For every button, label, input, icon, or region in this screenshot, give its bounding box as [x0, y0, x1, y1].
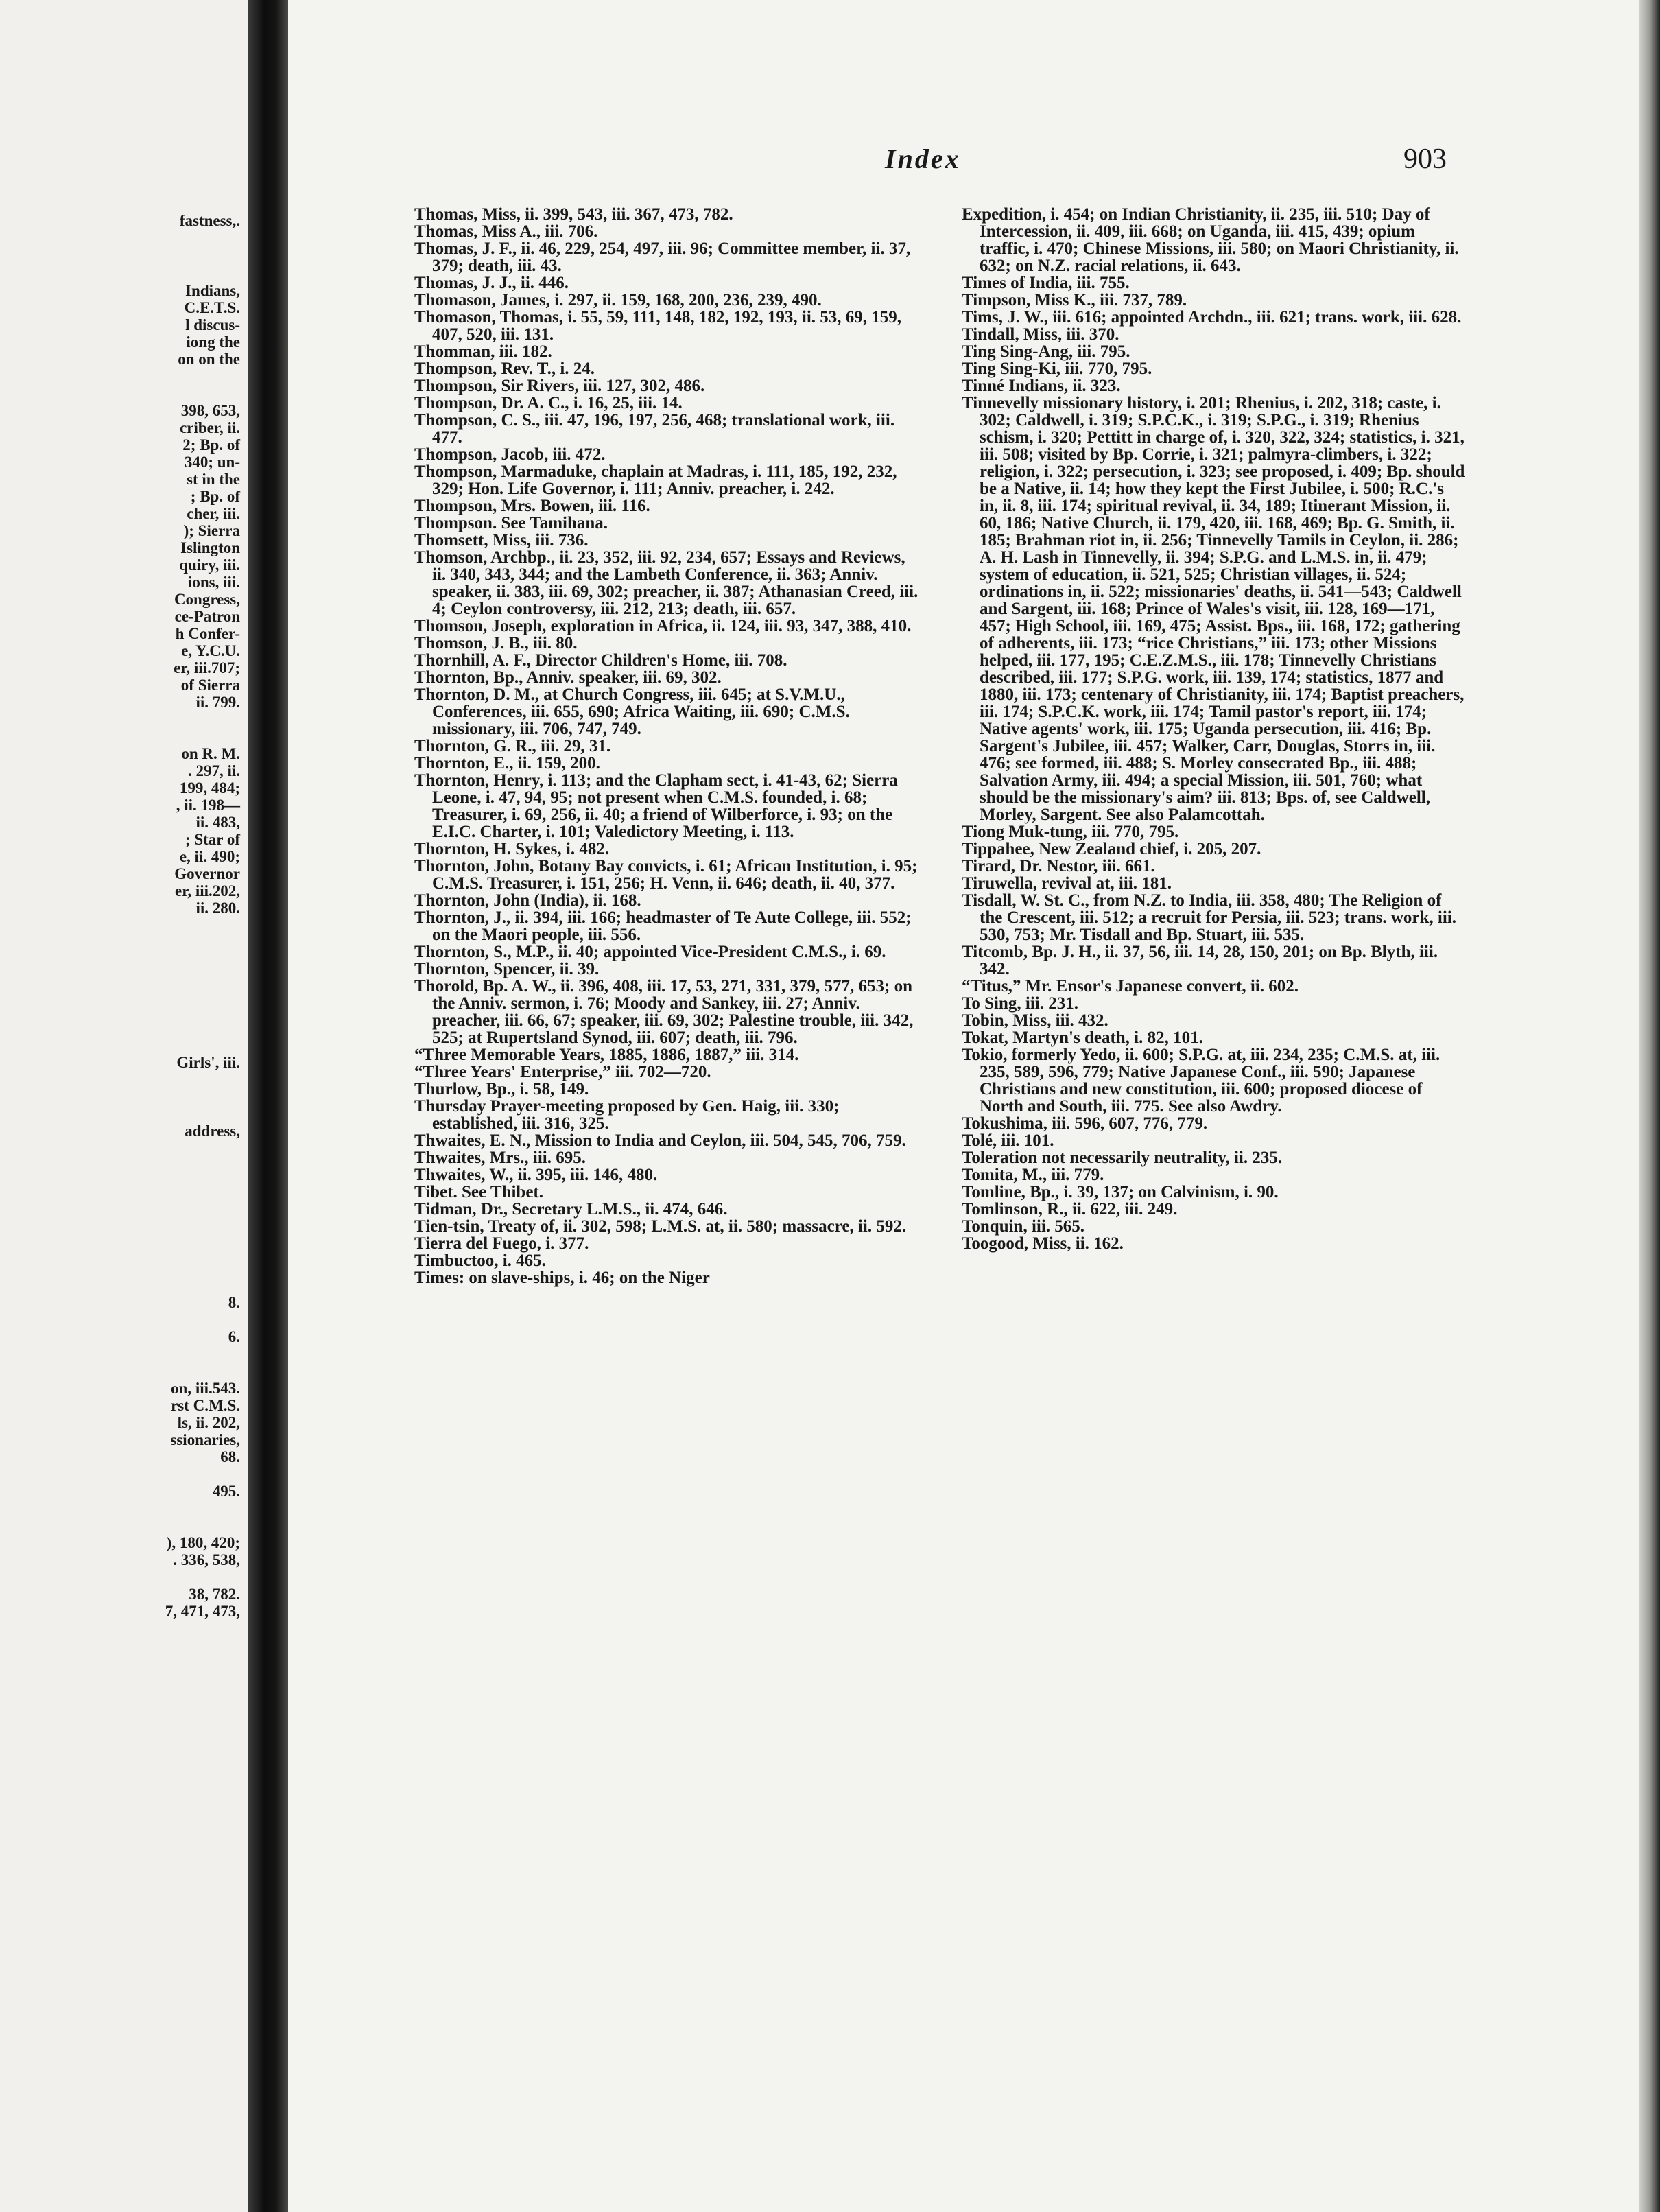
index-entry: Thompson, Mrs. Bowen, iii. 116. [414, 497, 650, 515]
facing-page-fragment: 2; Bp. of [182, 436, 240, 454]
facing-page-fragment: on on the [178, 351, 240, 368]
facing-page-fragment: rst C.M.S. [171, 1397, 240, 1414]
facing-page-fragment: quiry, iii. [179, 556, 240, 574]
index-entry: Tomline, Bp., i. 39, 137; on Calvinism, i. 90. [962, 1183, 1279, 1201]
index-entry: Times of India, iii. 755. [962, 274, 1130, 292]
index-entry: Tien-tsin, Treaty of, ii. 302, 598; L.M.S. at, ii. 580; massacre, ii. 592. [414, 1217, 907, 1236]
index-entry: Thornton, J., ii. 394, iii. 166; headmaster of Te Aute College, iii. 552; on the Maori people, iii. 556. [414, 908, 912, 944]
page-header-title: Index [885, 143, 961, 174]
index-entry: Titcomb, Bp. J. H., ii. 37, 56, iii. 14, 28, 150, 201; on Bp. Blyth, iii. 342. [962, 943, 1438, 978]
index-entry: Thornton, G. R., iii. 29, 31. [414, 737, 611, 755]
facing-page-fragment: st in the [187, 471, 240, 488]
index-entry: Ting Sing-Ki, iii. 770, 795. [962, 360, 1152, 378]
index-entry: Thompson, Sir Rivers, iii. 127, 302, 486. [414, 377, 705, 395]
index-entry: Tisdall, W. St. C., from N.Z. to India, iii. 358, 480; The Religion of the Crescent, iii. 512; a recruit for Persia, iii. 523; trans. work, iii. 530, 753; Mr. Tisdall and Bp. Stuart, iii. 535. [962, 891, 1457, 944]
facing-page-fragment: Islington [180, 539, 240, 556]
index-entry: Thornton, Spencer, ii. 39. [414, 960, 600, 978]
facing-page-fragment: ls, ii. 202, [177, 1414, 240, 1431]
index-entry: Toleration not necessarily neutrality, ii. 235. [962, 1149, 1283, 1167]
facing-page-fragment: criber, ii. [180, 419, 240, 436]
index-entry: Timpson, Miss K., iii. 737, 789. [962, 291, 1187, 309]
page-number: 903 [1403, 143, 1447, 175]
index-entry: Thomman, iii. 182. [414, 342, 552, 361]
index-entry: Thomas, J. F., ii. 46, 229, 254, 497, iii. 96; Committee member, ii. 37, 379; death, iii. 43. [414, 239, 911, 275]
index-entry: Tims, J. W., iii. 616; appointed Archdn., iii. 621; trans. work, iii. 628. [962, 308, 1462, 327]
facing-page-fragment: 495. [212, 1483, 240, 1500]
index-entry: Tokat, Martyn's death, i. 82, 101. [962, 1028, 1203, 1047]
index-column-right [962, 206, 1465, 1252]
facing-page-fragment: . 336, 538, [173, 1551, 240, 1568]
index-entry: Timbuctoo, i. 465. [414, 1251, 546, 1270]
index-entry: Thomas, Miss, ii. 399, 543, iii. 367, 473, 782. [414, 205, 733, 224]
index-entry: Thornton, E., ii. 159, 200. [414, 754, 600, 773]
facing-page-fragment: ssionaries, [170, 1431, 240, 1448]
facing-page-fragment: C.E.T.S. [184, 299, 240, 316]
facing-page-fragment: 199, 484; [179, 779, 240, 797]
index-column-left [414, 206, 922, 1286]
facing-page-fragment: l discus- [185, 316, 240, 333]
facing-page-fragment: . 297, ii. [187, 762, 240, 779]
facing-page-fragment: ; Bp. of [190, 488, 240, 505]
index-entry: Thornton, H. Sykes, i. 482. [414, 840, 610, 858]
index-entry: “Three Memorable Years, 1885, 1886, 1887,” iii. 314. [414, 1046, 799, 1064]
facing-page-fragment: ce-Patron [174, 608, 240, 625]
facing-page-fragment: fastness,. [179, 212, 240, 229]
index-entry: Tidman, Dr., Secretary L.M.S., ii. 474, 646. [414, 1200, 728, 1219]
index-entry: Thompson, Jacob, iii. 472. [414, 445, 606, 464]
facing-page-fragment: 7, 471, 473, [165, 1603, 240, 1620]
facing-page-fragment: ; Star of [185, 831, 240, 848]
index-entry: Thompson, Marmaduke, chaplain at Madras, i. 111, 185, 192, 232, 329; Hon. Life Governor, i. 111; Anniv. preacher, i. 242. [414, 462, 897, 498]
facing-page-fragment: , ii. 198— [176, 797, 240, 814]
index-entry: Thomson, Archbp., ii. 23, 352, iii. 92, 234, 657; Essays and Reviews, ii. 340, 343, 344; and the Lambeth Conference, ii. 363; Anniv. speaker, ii. 383, iii. 69, 302; preacher, ii. 387; Athanasian Creed, iii. 4; Ceylon controversy, iii. 212, 213; death, iii. 657. [414, 548, 918, 618]
facing-page-fragment: 38, 782. [189, 1586, 240, 1603]
facing-page-fragment: Governor [174, 865, 240, 882]
index-entry: “Titus,” Mr. Ensor's Japanese convert, ii. 602. [962, 977, 1299, 996]
index-entry: Tomlinson, R., ii. 622, iii. 249. [962, 1200, 1178, 1219]
facing-page-fragment: er, iii.202, [175, 882, 240, 899]
index-entry: Thurlow, Bp., i. 58, 149. [414, 1080, 589, 1098]
index-entry: Thomason, Thomas, i. 55, 59, 111, 148, 182, 192, 193, ii. 53, 69, 159, 407, 520, iii. 131. [414, 308, 902, 344]
index-entry: “Three Years' Enterprise,” iii. 702—720. [414, 1063, 711, 1081]
index-entry: Thornton, John, Botany Bay convicts, i. 61; African Institution, i. 95; C.M.S. Treasurer, i. 151, 256; H. Venn, ii. 646; death, ii. 40, 377. [414, 857, 918, 893]
index-entry: Thwaites, W., ii. 395, iii. 146, 480. [414, 1166, 658, 1184]
facing-page-fragment: ii. 483, [195, 814, 240, 831]
index-entry: Thompson, C. S., iii. 47, 196, 197, 256, 468; translational work, iii. 477. [414, 411, 895, 447]
index-entry: Expedition, i. 454; on Indian Christianity, ii. 235, iii. 510; Day of Intercession, ii. 409, iii. 668; on Uganda, iii. 415, 439; opium traffic, i. 470; Chinese Missions, iii. 580; on Maori Christianity, ii. 632; on N.Z. racial relations, ii. 643. [962, 205, 1459, 275]
facing-page-fragment: e, Y.C.U. [181, 642, 240, 659]
index-entry: Thursday Prayer-meeting proposed by Gen. Haig, iii. 330; established, iii. 316, 325. [414, 1097, 840, 1133]
index-entry: Thomas, J. J., ii. 446. [414, 274, 569, 292]
facing-page-fragment: ); Sierra [183, 522, 240, 539]
facing-page-fragment: ii. 280. [195, 899, 240, 917]
facing-page-fragment: ), 180, 420; [166, 1534, 240, 1551]
index-entry: Tolé, iii. 101. [962, 1131, 1054, 1150]
index-entry: Thornton, S., M.P., ii. 40; appointed Vice-President C.M.S., i. 69. [414, 943, 886, 961]
index-entry: Tierra del Fuego, i. 377. [414, 1234, 589, 1253]
index-entry: Tobin, Miss, iii. 432. [962, 1011, 1108, 1030]
facing-page-fragment: ii. 799. [195, 694, 240, 711]
index-entry: Tippahee, New Zealand chief, i. 205, 207. [962, 840, 1261, 858]
facing-page-fragment: 398, 653, [180, 402, 240, 419]
facing-page-fragment: iong the [186, 333, 240, 351]
index-entry: Tibet. See Thibet. [414, 1183, 543, 1201]
index-entry: Tokio, formerly Yedo, ii. 600; S.P.G. at, iii. 234, 235; C.M.S. at, iii. 235, 589, 596, 779; Native Japanese Conf., iii. 590; Japanese Christians and new constitution, iii. 600; proposed diocese of North and South, iii. 775. See also Awdry. [962, 1046, 1440, 1116]
index-entry: Ting Sing-Ang, iii. 795. [962, 342, 1130, 361]
facing-page-fragment: on R. M. [181, 745, 240, 762]
facing-page-fragment: Indians, [185, 282, 240, 299]
index-entry: Thompson, Dr. A. C., i. 16, 25, iii. 14. [414, 394, 683, 412]
index-entry: To Sing, iii. 231. [962, 994, 1078, 1013]
facing-page [0, 0, 248, 2212]
facing-page-fragment: 340; un- [184, 454, 240, 471]
index-entry: Thornhill, A. F., Director Children's Home, iii. 708. [414, 651, 787, 670]
book-gutter [248, 0, 288, 2212]
index-entry: Tiruwella, revival at, iii. 181. [962, 874, 1172, 893]
index-entry: Tindall, Miss, iii. 370. [962, 325, 1119, 344]
index-entry: Tinné Indians, ii. 323. [962, 377, 1121, 395]
index-entry: Thompson, Rev. T., i. 24. [414, 360, 595, 378]
facing-page-fragment: 8. [228, 1294, 240, 1311]
facing-page-fragment: h Confer- [175, 625, 240, 642]
facing-page-fragment: address, [185, 1122, 240, 1140]
index-entry: Thwaites, E. N., Mission to India and Ceylon, iii. 504, 545, 706, 759. [414, 1131, 906, 1150]
index-entry: Thompson. See Tamihana. [414, 514, 608, 532]
index-entry: Thomason, James, i. 297, ii. 159, 168, 200, 236, 239, 490. [414, 291, 822, 309]
index-entry: Tinnevelly missionary history, i. 201; Rhenius, i. 202, 318; caste, i. 302; Caldwell, i. 319; S.P.C.K., i. 319; S.P.G., i. 319; Rhenius schism, i. 320; Pettitt in charge of, i. 320, 322, 324; statistics, i. 321, iii. 508; visited by Bp. Corrie, i. 321; palmyra-climbers, i. 322; religion, i. 322; persecution, i. 323; see proposed, i. 409; Bp. should be a Native, ii. 14; how they kept the First Jubilee, i. 500; R.C.'s in, ii. 8, iii. 174; spiritual revival, ii. 34, 189; Itinerant Mission, ii. 60, 186; Native Church, ii. 179, 420, iii. 168, 469; Bp. G. Smith, ii. 185; Brahman riot in, ii. 256; Tinnevelly Tamils in Ceylon, ii. 286; A. H. Lash in Tinnevelly, ii. 394; S.P.G. and L.M.S. in, ii. 479; system of education, ii. 521, 525; Christian villages, ii. 524; ordinations in, ii. 522; missionaries' deaths, ii. 541—543; Caldwell and Sargent, iii. 168; Prince of Wales's visit, iii. 128, 169—171, 457; High School, iii. 169, 475; Assist. Bps., iii. 168, 172; gathering of adherents, iii. 173; “rice Christians,” iii. 173; other Missions helped, iii. 177, 195; C.E.Z.M.S., iii. 178; Tinnevelly Christians described, iii. 177; S.P.G. work, iii. 139, 174; statistics, 1877 and 1880, iii. 173; centenary of Christianity, iii. 174; Baptist preachers, iii. 174; S.P.C.K. work, iii. 174; Tamil pastor's report, iii. 174; Native agents' work, iii. 175; Uganda persecution, iii. 416; Bp. Sargent's Jubilee, iii. 457; Walker, Carr, Douglas, Storrs in, iii. 476; see formed, iii. 488; S. Morley consecrated Bp., iii. 488; Salvation Army, iii. 494; a special Mission, iii. 501, 760; what should be the missionary's aim? iii. 813; Bps. of, see Caldwell, Morley, Sargent. See also Palamcottah. [962, 394, 1465, 824]
index-entry: Thomson, J. B., iii. 80. [414, 634, 578, 652]
facing-page-fragment: ions, iii. [187, 574, 240, 591]
facing-page-fragment: 6. [228, 1328, 240, 1345]
index-entry: Tonquin, iii. 565. [962, 1217, 1085, 1236]
facing-page-fragment: Girls', iii. [176, 1054, 240, 1071]
facing-page-fragment: of Sierra [180, 676, 240, 694]
index-entry: Tokushima, iii. 596, 607, 776, 779. [962, 1114, 1208, 1133]
index-entry: Toogood, Miss, ii. 162. [962, 1234, 1124, 1253]
index-entry: Thorold, Bp. A. W., ii. 396, 408, iii. 17, 53, 271, 331, 379, 577, 653; on the Anniv. sermon, i. 76; Moody and Sankey, iii. 27; Anniv. preacher, iii. 66, 67; speaker, iii. 69, 302; Palestine trouble, iii. 342, 525; at Rupertsland Synod, iii. 607; death, iii. 796. [414, 977, 914, 1047]
facing-page-fragment: e, ii. 490; [179, 848, 240, 865]
facing-page-fragment: er, iii.707; [174, 659, 240, 676]
facing-page-fragment: 68. [220, 1448, 240, 1466]
index-entry: Thornton, Bp., Anniv. speaker, iii. 69, 302. [414, 668, 722, 687]
index-entry: Tiong Muk-tung, iii. 770, 795. [962, 823, 1179, 841]
index-entry: Tomita, M., iii. 779. [962, 1166, 1104, 1184]
index-entry: Thornton, Henry, i. 113; and the Clapham sect, i. 41-43, 62; Sierra Leone, i. 47, 94, 95; not present when C.M.S. founded, i. 68; Treasurer, i. 69, 256, ii. 40; a friend of Wilberforce, i. 93; on the E.I.C. Charter, i. 101; Valedictory Meeting, i. 113. [414, 771, 898, 841]
index-entry: Thomas, Miss A., iii. 706. [414, 222, 598, 241]
index-entry: Thornton, John (India), ii. 168. [414, 891, 641, 910]
index-entry: Tirard, Dr. Nestor, iii. 661. [962, 857, 1155, 875]
index-entry: Thomsett, Miss, iii. 736. [414, 531, 589, 550]
page-edge [1639, 0, 1660, 2212]
facing-page-fragment: Congress, [174, 591, 240, 608]
facing-page-fragment: on, iii.543. [171, 1380, 240, 1397]
facing-page-fragment: cher, iii. [187, 505, 240, 522]
index-entry: Thornton, D. M., at Church Congress, iii. 645; at S.V.M.U., Conferences, iii. 655, 690; Africa Waiting, iii. 690; C.M.S. missionary, iii. 706, 747, 749. [414, 685, 850, 738]
index-entry: Times: on slave-ships, i. 46; on the Niger [414, 1269, 710, 1287]
index-entry: Thomson, Joseph, exploration in Africa, ii. 124, iii. 93, 347, 388, 410. [414, 617, 912, 635]
index-entry: Thwaites, Mrs., iii. 695. [414, 1149, 586, 1167]
